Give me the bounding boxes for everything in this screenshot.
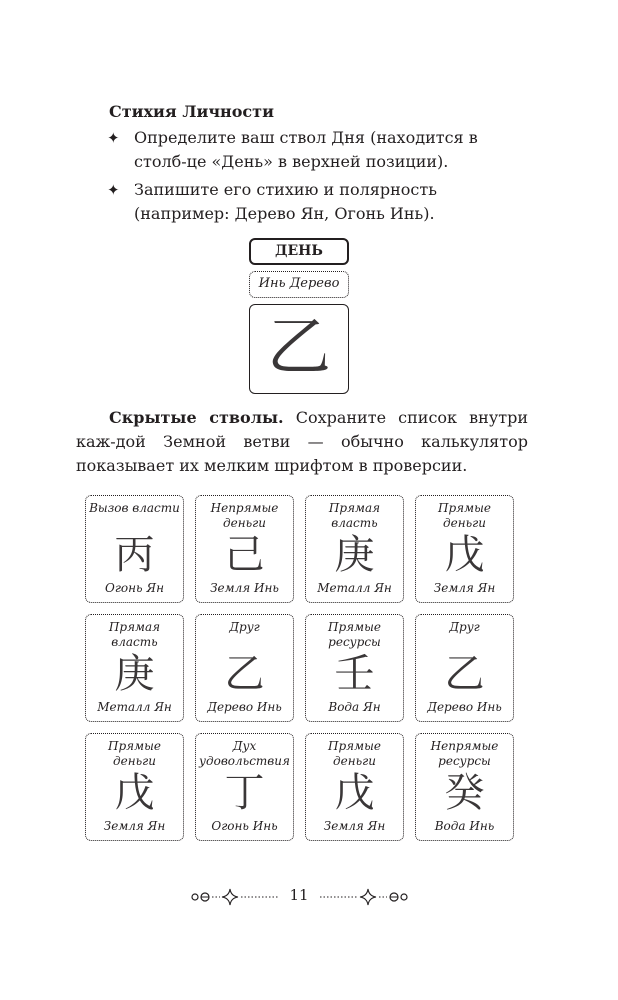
page-footer xyxy=(0,884,618,910)
stem-card-element: Вода Ян xyxy=(328,700,381,714)
page-number: 11 xyxy=(289,886,309,904)
stem-card-element: Металл Ян xyxy=(317,581,392,595)
section-title: Стихия Личности xyxy=(109,102,274,121)
hidden-stems-paragraph xyxy=(76,406,528,478)
stem-card-glyph: 乙 xyxy=(224,651,265,697)
bullet-text: Запишите его стихию и полярность (например: Дерево Ян, Огонь Инь). xyxy=(134,180,437,223)
day-pillar-glyph: 乙 xyxy=(249,304,349,394)
stem-card-role: Друг xyxy=(229,620,260,634)
stem-card xyxy=(305,733,404,841)
stem-card xyxy=(305,614,404,722)
stem-card-role: Прямая власть xyxy=(328,501,381,530)
stem-card-glyph: 庚 xyxy=(114,651,155,697)
stem-card-glyph: 庚 xyxy=(334,532,375,578)
stem-card-glyph: 丁 xyxy=(224,770,265,816)
stem-card xyxy=(195,614,294,722)
stem-card-element: Металл Ян xyxy=(97,700,172,714)
stem-card-glyph: 壬 xyxy=(334,651,375,697)
stem-card-glyph: 乙 xyxy=(444,651,485,697)
stem-card-element: Огонь Инь xyxy=(211,819,278,833)
stem-card-element: Земля Ян xyxy=(323,819,386,833)
stem-card-glyph: 丙 xyxy=(114,532,155,578)
stem-card xyxy=(85,495,184,603)
bullet-list xyxy=(107,126,527,230)
stem-card-glyph: 戊 xyxy=(334,770,375,816)
stem-card-element: Дерево Инь xyxy=(207,700,282,714)
day-pillar xyxy=(249,238,349,394)
stem-card-role: Прямые деньги xyxy=(108,739,161,768)
stem-card-role: Непрямые ресурсы xyxy=(430,739,499,768)
stem-card xyxy=(415,733,514,841)
stem-card-element: Земля Ян xyxy=(103,819,166,833)
hidden-stems-grid xyxy=(85,495,514,841)
list-item xyxy=(107,178,527,226)
stem-card-role: Прямая власть xyxy=(108,620,161,649)
paragraph-bold-lead: Скрытые стволы. xyxy=(109,408,284,427)
stem-card-role: Непрямые деньги xyxy=(210,501,279,530)
stem-card xyxy=(195,733,294,841)
stem-card-role: Друг xyxy=(449,620,480,634)
stem-card-role: Дух удовольствия xyxy=(199,739,290,768)
stem-card-element: Вода Инь xyxy=(434,819,495,833)
stem-card xyxy=(195,495,294,603)
stem-card-element: Земля Инь xyxy=(210,581,279,595)
paragraph-text: Сохраните список внутри каж-дой Земной ветви — обычно калькулятор показывает их мелким шрифтом в проверсии. xyxy=(76,408,528,475)
stem-card xyxy=(415,495,514,603)
stem-card-glyph: 己 xyxy=(224,532,265,578)
list-item xyxy=(107,126,527,174)
stem-card-glyph: 戊 xyxy=(114,770,155,816)
stem-card-element: Земля Ян xyxy=(433,581,496,595)
bullet-text: Определите ваш ствол Дня (находится в столб-це «День» в верхней позиции). xyxy=(134,128,478,171)
stem-card xyxy=(415,614,514,722)
stem-card-element: Огонь Ян xyxy=(105,581,164,595)
stem-card-role: Прямые деньги xyxy=(328,739,381,768)
four-point-star-icon: ✦ xyxy=(107,129,120,147)
stem-card-role: Прямые ресурсы xyxy=(328,620,381,649)
day-pillar-element: Инь Дерево xyxy=(249,271,349,298)
stem-card xyxy=(85,614,184,722)
four-point-star-icon: ✦ xyxy=(107,181,120,199)
stem-card xyxy=(305,495,404,603)
stem-card-role: Прямые деньги xyxy=(438,501,491,530)
stem-card-glyph: 戊 xyxy=(444,532,485,578)
stem-card-element: Дерево Инь xyxy=(427,700,502,714)
stem-card-role: Вызов власти xyxy=(89,501,180,515)
stem-card-glyph: 癸 xyxy=(444,770,485,816)
day-pillar-label: ДЕНЬ xyxy=(249,238,349,265)
stem-card xyxy=(85,733,184,841)
